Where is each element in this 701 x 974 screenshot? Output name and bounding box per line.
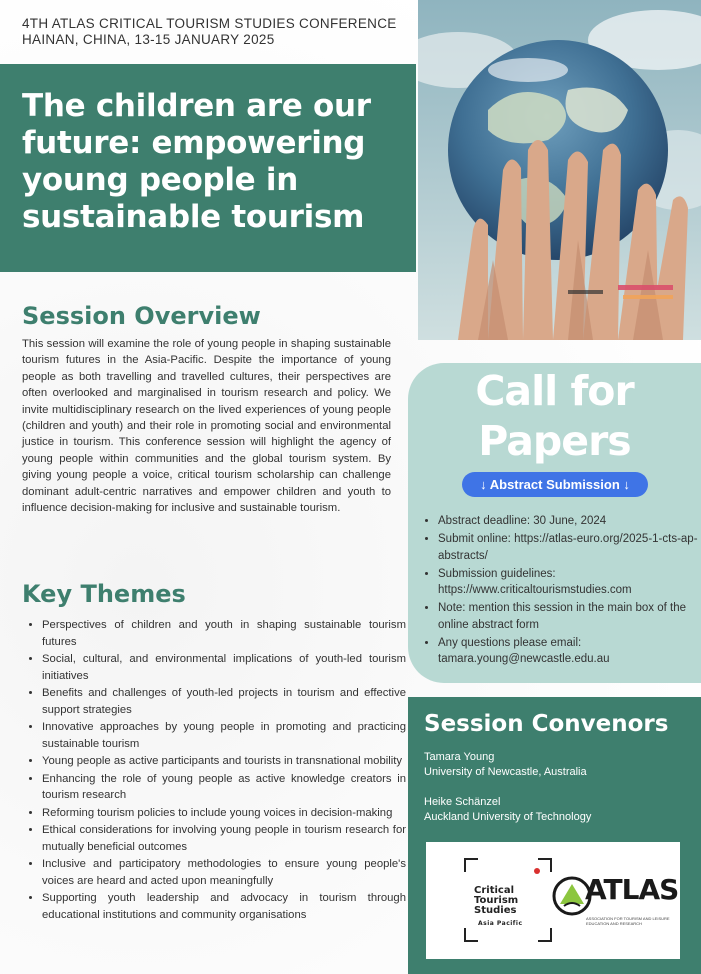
cfp-title-line-1: Call for [475,367,634,415]
atlas-logo-subtitle: ASSOCIATION FOR TOURISM AND LEISURE EDUCATION AND RESEARCH [586,916,670,926]
cts-logo-line: Tourism [474,895,519,906]
cfp-item-contact-email[interactable]: • Any questions please email: tamara.young@newcastle.edu.au [438,635,701,668]
convenor-1 [424,750,587,780]
theme-item: • Innovative approaches by young people in promoting and practicing sustainable tourism [42,719,406,752]
conference-info [22,16,412,48]
cts-logo-frame [464,858,478,872]
partner-logos [426,842,680,959]
theme-item: • Social, cultural, and environmental implications of youth-led tourism initiatives [42,651,406,684]
hands-globe-image [418,0,701,340]
theme-item: • Young people as active participants and tourists in transnational mobility [42,753,406,770]
page-title: The children are our future: empowering young people in sustainable tourism [22,88,371,235]
cts-logo-frame [538,858,552,872]
key-themes-list [22,617,406,924]
conference-line-2: HAINAN, CHINA, 13-15 JANUARY 2025 [22,32,275,47]
key-themes-heading: Key Themes [22,580,186,608]
theme-item: • Supporting youth leadership and advocacy in tourism through educational institutions and community organisations [42,890,406,923]
conference-line-1: 4TH ATLAS CRITICAL TOURISM STUDIES CONFERENCE [22,16,397,31]
atlas-logo: ATLAS [585,873,679,906]
hero-photo [418,0,701,340]
theme-item: • Benefits and challenges of youth-led projects in tourism and effective support strategies [42,685,406,718]
session-overview-heading: Session Overview [22,302,261,330]
cts-logo [474,886,518,916]
cfp-item-guidelines-link[interactable]: • Submission guidelines: https://www.criticaltourismstudies.com [438,566,701,599]
theme-item: • Ethical considerations for involving young people in tourism research for mutually beneficial outcomes [42,822,406,855]
cfp-details-list [418,513,701,670]
convenor-name: Tamara Young [424,751,495,763]
session-convenors-heading: Session Convenors [424,711,669,737]
convenor-affiliation: University of Newcastle, Australia [424,766,587,778]
cts-logo-dot [534,868,540,874]
convenor-2 [424,795,591,825]
cfp-item-submit-link[interactable]: • Submit online: https://atlas-euro.org/2025-1-cts-ap-abstracts/ [438,531,701,564]
cfp-item-note: • Note: mention this session in the main box of the online abstract form [438,600,701,633]
cts-logo-line: Studies [474,905,517,916]
theme-item: • Inclusive and participatory methodologies to ensure young people's voices are heard and acted upon meaningfully [42,856,406,889]
cts-logo-line: Critical [474,885,515,896]
convenor-name: Heike Schänzel [424,796,501,808]
cts-logo-frame [538,928,552,942]
theme-item: • Perspectives of children and youth in shaping sustainable tourism futures [42,617,406,650]
cts-logo-frame [464,928,478,942]
cfp-title-line-2: Papers [478,417,631,465]
cts-logo-subtitle: Asia Pacific [478,920,523,927]
cfp-item-deadline: • Abstract deadline: 30 June, 2024 [438,513,701,529]
theme-item: • Enhancing the role of young people as active knowledge creators in tourism research [42,771,406,804]
call-for-papers-title [408,366,701,466]
abstract-submission-button[interactable]: ↓ Abstract Submission ↓ [462,472,648,497]
theme-item: • Reforming tourism policies to include young voices in decision-making [42,805,406,822]
session-overview-text: This session will examine the role of young people in shaping sustainable tourism futures in the Asia-Pacific. Despite the importance of young people as both travelling and travelled cultures, their perspectives are often overlooked and marginalised in tourism research and policy. We invite multidisciplinary research on the lived experiences of young people (children and youth) and their role in promoting social and environmental justice in tourism. This conference session will highlight the agency of young people within communities and the global tourism system. By giving young people a voice, critical tourism scholarship can challenge dominant adult-centric narratives and empower children and youth to influence decision-making for inclusive and sustainable tourism. [22,338,391,515]
convenor-affiliation: Auckland University of Technology [424,811,592,823]
